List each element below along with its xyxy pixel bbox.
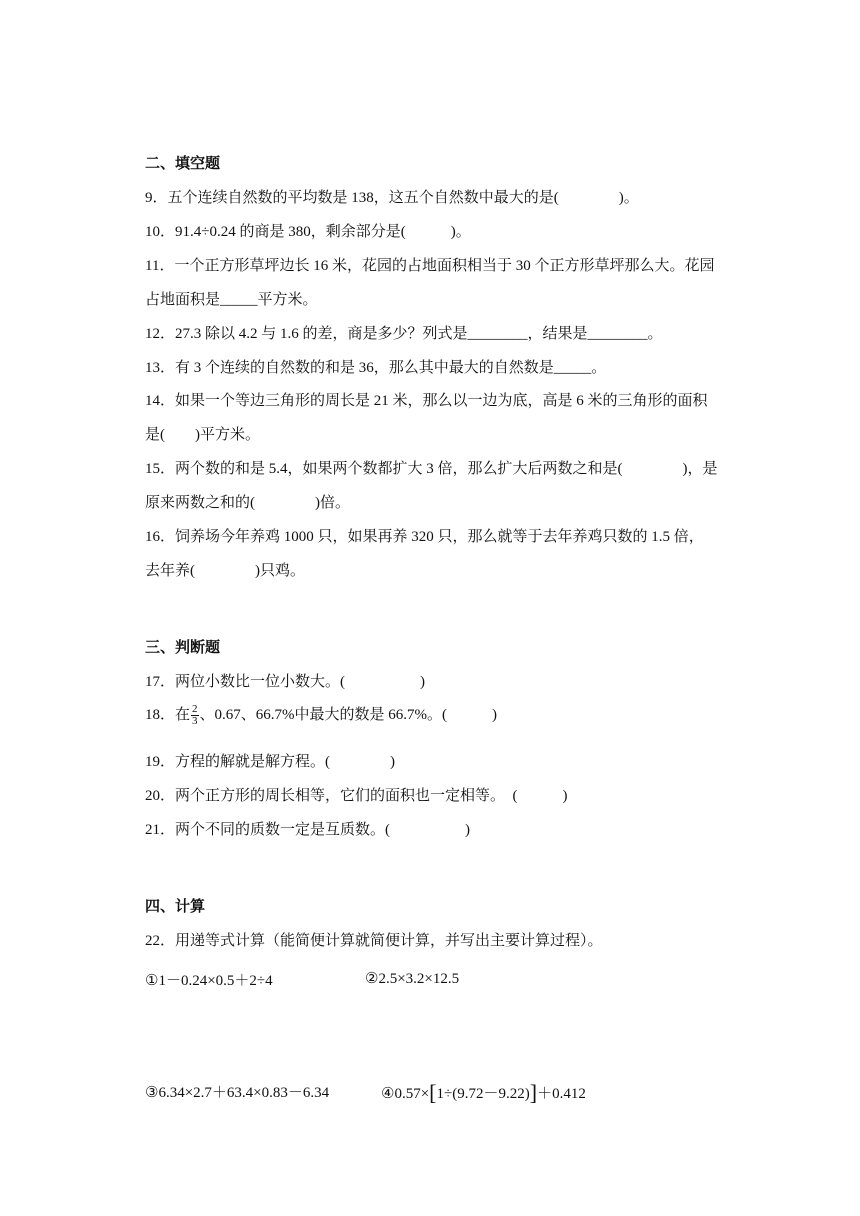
- calc-item-1: ①1－0.24×0.5＋2÷4: [145, 973, 273, 989]
- section-heading-judge: 三、判断题: [145, 640, 221, 656]
- question-16-line-2: 去年养( )只鸡。: [145, 563, 305, 579]
- bracket-close: ]: [529, 1080, 538, 1105]
- question-12: 12．27.3 除以 4.2 与 1.6 的差，商是多少？列式是________，结果是________。: [145, 326, 663, 342]
- calc-item-3: ③6.34×2.7＋63.4×0.83－6.34: [145, 1085, 330, 1101]
- question-15-line-2: 原来两数之和的( )倍。: [145, 495, 350, 511]
- question-15-line-1: 15．两个数的和是 5.4，如果两个数都扩大 3 倍，那么扩大后两数之和是( )，是: [145, 461, 718, 477]
- question-22: 22．用递等式计算（能简便计算就简便计算，并写出主要计算过程）。: [145, 933, 603, 949]
- question-21: 21．两个不同的质数一定是互质数。( ): [145, 822, 470, 838]
- question-18: [145, 703, 497, 727]
- bracket-open: [: [429, 1080, 437, 1105]
- question-11-line-2: 占地面积是_____平方米。: [145, 292, 318, 308]
- fraction-numerator: 2: [192, 703, 198, 716]
- question-19: 19．方程的解就是解方程。( ): [145, 754, 395, 770]
- calc-item-2: ②2.5×3.2×12.5: [365, 971, 460, 987]
- question-18-suffix: 、0.67、66.7%中最大的数是 66.7%。( ): [199, 707, 497, 723]
- question-16-line-1: 16．饲养场今年养鸡 1000 只，如果再养 320 只，那么就等于去年养鸡只数的 1.5 倍，: [145, 529, 704, 545]
- question-9: 9．五个连续自然数的平均数是 138，这五个自然数中最大的是( )。: [145, 190, 639, 206]
- question-18-prefix: 18．在: [145, 707, 191, 723]
- question-14-line-2: 是( )平方米。: [145, 427, 260, 443]
- calc-item-4-prefix: ④0.57×: [381, 1086, 430, 1102]
- question-17: 17．两位小数比一位小数大。( ): [145, 674, 425, 690]
- section-heading-fill-blank: 二、填空题: [145, 156, 221, 172]
- question-20: 20．两个正方形的周长相等，它们的面积也一定相等。 ( ): [145, 788, 568, 804]
- question-13: 13．有 3 个连续的自然数的和是 36，那么其中最大的自然数是_____。: [145, 360, 607, 376]
- fraction-denominator: 3: [192, 715, 198, 728]
- question-11-line-1: 11．一个正方形草坪边长 16 米，花园的占地面积相当于 30 个正方形草坪那么大。花园: [145, 258, 715, 274]
- calc-item-4-suffix: ＋0.412: [537, 1086, 586, 1102]
- section-heading-calc: 四、计算: [145, 899, 206, 915]
- fraction: [191, 704, 199, 727]
- question-10: 10．91.4÷0.24 的商是 380，剩余部分是( )。: [145, 224, 471, 240]
- question-14-line-1: 14．如果一个等边三角形的周长是 21 米，那么以一边为底，高是 6 米的三角形的面积: [145, 393, 708, 409]
- calc-item-4-inner: 1÷(9.72－9.22): [436, 1086, 530, 1102]
- calc-item-4: [381, 1078, 586, 1104]
